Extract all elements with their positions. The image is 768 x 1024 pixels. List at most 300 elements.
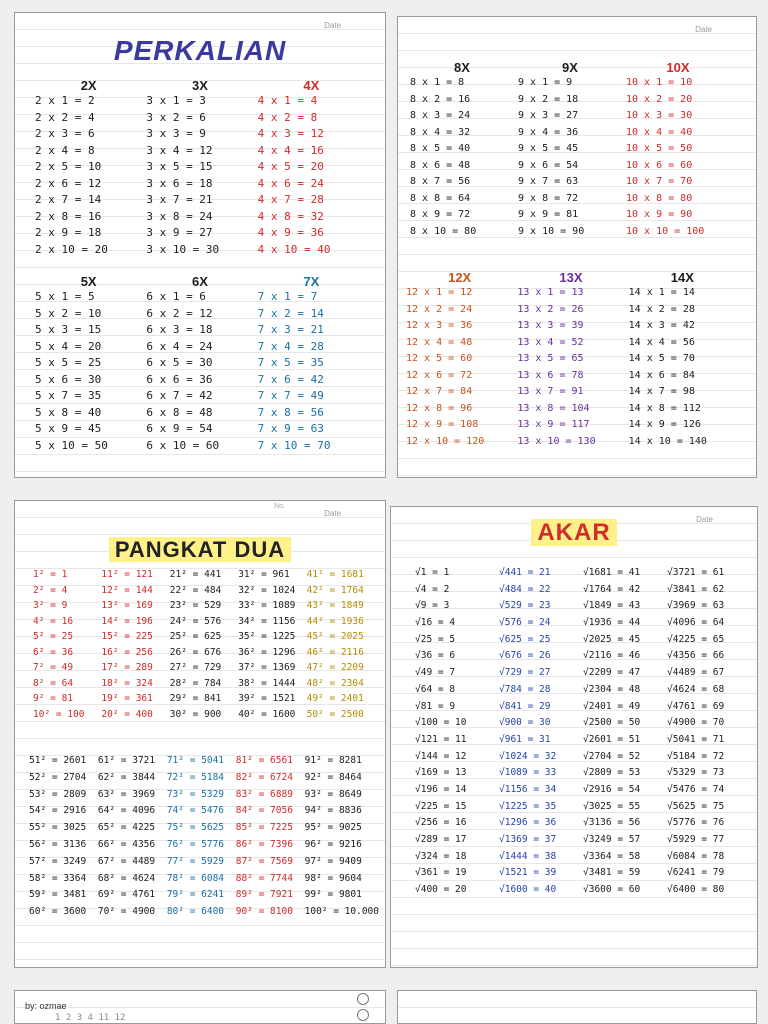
equation-row: 14 x 4 = 56 <box>628 336 695 348</box>
table-column <box>236 753 303 921</box>
equation-row: 14 x 7 = 98 <box>628 386 695 397</box>
equation-row: 5 x 1 = 5 <box>35 290 95 303</box>
equation-row: √1600 = 40 <box>499 884 557 896</box>
equation-row: √1024 = 32 <box>499 750 557 762</box>
equation-row: 12² = 144 <box>101 584 153 596</box>
equation-row: √1936 = 44 <box>583 617 641 629</box>
equation-row: 14 x 3 = 42 <box>628 320 695 331</box>
equation-row: √49 = 7 <box>415 667 456 679</box>
table-column <box>167 753 234 921</box>
equation-row: 10 x 3 = 30 <box>626 110 693 121</box>
equation-row: 85² = 7225 <box>235 822 293 834</box>
equation-row: 13 x 5 = 65 <box>517 353 584 364</box>
equation-row: √169 = 13 <box>415 767 467 779</box>
equation-row: √225 = 15 <box>415 800 467 812</box>
equation-row: 60² = 3600 <box>29 906 87 918</box>
equation-row: √1225 = 35 <box>499 800 557 812</box>
equation-row: 10 x 4 = 40 <box>626 126 693 138</box>
equation-row: 57² = 3249 <box>29 855 87 867</box>
table-column <box>518 61 622 240</box>
equation-row: 12 x 5 = 60 <box>406 353 473 364</box>
partial-page-bottom-right <box>397 990 757 1024</box>
equation-row: √784 = 28 <box>499 683 551 695</box>
column-header: 10X <box>666 60 690 75</box>
equation-row: 30² = 900 <box>169 708 222 720</box>
page-title <box>391 519 757 547</box>
page-title: PERKALIAN <box>113 35 287 66</box>
equation-row: √2809 = 53 <box>583 767 641 779</box>
equation-row: √625 = 25 <box>499 633 551 645</box>
column-header: 6X <box>192 274 208 289</box>
equation-row: 55² = 3025 <box>29 822 87 834</box>
equation-row: √400 = 20 <box>415 884 467 896</box>
equation-row: 7 x 1 = 7 <box>257 290 318 303</box>
equation-row: 4 x 6 = 24 <box>257 176 324 190</box>
table-column <box>35 79 142 258</box>
equation-row: 2 x 8 = 16 <box>35 209 102 223</box>
table-column <box>146 275 253 454</box>
table-group <box>410 61 730 240</box>
equation-row: 36² = 1296 <box>238 646 296 658</box>
equation-row: 10 x 8 = 80 <box>626 192 693 204</box>
equation-row: 3 x 9 = 27 <box>146 226 213 239</box>
table-column <box>238 567 304 722</box>
equation-row: 27² = 729 <box>169 662 222 673</box>
equation-row: 6 x 6 = 36 <box>146 372 213 386</box>
equation-row: 61² = 3721 <box>97 755 156 766</box>
equation-row: √5329 = 73 <box>667 767 725 779</box>
equation-row: 31² = 961 <box>238 569 290 580</box>
equation-row: 13 x 6 = 78 <box>517 369 584 381</box>
equation-row: 4 x 5 = 20 <box>257 160 324 173</box>
equation-row: 10 x 2 = 20 <box>626 93 693 105</box>
equation-row: 3 x 3 = 9 <box>146 127 206 140</box>
equation-row: 58² = 3364 <box>29 872 87 884</box>
equation-row: 63² = 3969 <box>97 788 156 800</box>
equation-row: 47² = 2209 <box>306 662 364 673</box>
equation-row: √196 = 14 <box>415 783 467 795</box>
equation-row: 37² = 1369 <box>238 662 296 673</box>
equation-row: 98² = 9604 <box>304 872 362 884</box>
equation-row: 44² = 1936 <box>306 615 364 627</box>
equation-row: √2025 = 45 <box>583 633 641 645</box>
equation-row: √3600 = 60 <box>583 884 641 896</box>
equation-row: √729 = 27 <box>499 667 551 679</box>
equation-row: √1444 = 38 <box>499 850 557 862</box>
equation-row: 4 x 1 = 4 <box>257 94 318 107</box>
equation-row: 6 x 9 = 54 <box>146 422 213 435</box>
equation-row: 6 x 2 = 12 <box>146 306 213 320</box>
equation-row: √2401 = 49 <box>583 700 641 712</box>
equation-row: 80² = 6400 <box>166 906 225 918</box>
equation-row: 70² = 4900 <box>97 906 156 918</box>
equation-row: 43² = 1849 <box>306 600 364 611</box>
equation-row: 6 x 10 = 60 <box>146 438 220 452</box>
equation-row: 6 x 1 = 6 <box>146 290 206 303</box>
equation-row: 6 x 7 = 42 <box>146 389 213 402</box>
equation-row: 79² = 6241 <box>166 889 225 901</box>
equation-row: √2500 = 50 <box>583 717 641 729</box>
equation-row: 74² = 5476 <box>166 805 225 817</box>
equation-row: 54² = 2916 <box>29 805 87 817</box>
equation-row: 6 x 3 = 18 <box>146 323 213 336</box>
equation-row: √3364 = 58 <box>583 850 641 862</box>
equation-row: 3 x 10 = 30 <box>146 242 220 256</box>
equation-row: 2 x 2 = 4 <box>35 110 95 124</box>
equation-row: 13 x 3 = 39 <box>517 320 584 331</box>
equation-row: √2116 = 46 <box>583 650 641 662</box>
equation-row: 2 x 6 = 12 <box>35 176 102 190</box>
partial-page-bottom-left <box>14 990 386 1024</box>
equation-row: √144 = 12 <box>415 750 467 762</box>
equation-row: 8 x 4 = 32 <box>410 126 471 138</box>
equation-row: 2 x 9 = 18 <box>35 226 102 239</box>
equation-row: 13 x 4 = 52 <box>517 336 584 348</box>
equation-row: 83² = 6889 <box>235 788 293 800</box>
equation-row: √1764 = 42 <box>583 583 641 595</box>
equation-row: 95² = 9025 <box>304 822 362 834</box>
equation-row: 29² = 841 <box>169 693 222 704</box>
equation-row: 32² = 1024 <box>238 584 296 596</box>
equation-row: 12 x 1 = 12 <box>406 287 473 298</box>
page-title <box>15 537 385 563</box>
equation-row: 13 x 7 = 91 <box>517 386 584 397</box>
equation-row: 12 x 6 = 72 <box>406 369 473 381</box>
column-header: 8X <box>454 60 470 75</box>
equation-row: 14² = 196 <box>101 615 153 627</box>
equation-row: 10 x 6 = 60 <box>626 159 693 171</box>
equation-row: √1521 = 39 <box>499 867 557 879</box>
equation-row: 2 x 3 = 6 <box>35 127 95 140</box>
table-column <box>170 567 236 722</box>
equation-row: 12 x 2 = 24 <box>406 303 473 315</box>
equation-row: 82² = 6724 <box>235 771 293 783</box>
equation-row: 89² = 7921 <box>235 889 293 901</box>
equation-row: 3² = 9 <box>33 600 68 611</box>
equation-row: √1089 = 33 <box>499 767 557 779</box>
equation-row: 10 x 9 = 90 <box>626 209 693 220</box>
equation-row: 9 x 7 = 63 <box>518 176 579 187</box>
equation-row: 7 x 3 = 21 <box>257 323 324 336</box>
date-label: Date <box>324 21 341 30</box>
table-group <box>406 271 736 450</box>
table-column <box>29 753 96 921</box>
equation-row: 10 x 7 = 70 <box>626 176 693 187</box>
equation-row: 16² = 256 <box>101 646 153 658</box>
equation-row: 5 x 3 = 15 <box>35 323 102 336</box>
equation-row: √5041 = 71 <box>667 733 725 745</box>
equation-row: √1296 = 36 <box>499 817 557 829</box>
date-label: Date <box>695 25 712 34</box>
equation-row: √4900 = 70 <box>667 717 725 729</box>
equation-row: 20² = 400 <box>101 708 153 720</box>
equation-row: 84² = 7056 <box>235 805 293 817</box>
equation-row: 2 x 7 = 14 <box>35 193 102 206</box>
equation-row: 7 x 8 = 56 <box>257 405 324 419</box>
date-label: Date <box>324 509 341 518</box>
equation-row: √36 = 6 <box>415 650 456 662</box>
equation-row: 53² = 2809 <box>29 788 87 800</box>
column-header: 4X <box>303 78 320 93</box>
equation-row: 5 x 2 = 10 <box>35 306 102 320</box>
table-group <box>29 753 379 921</box>
equation-row: 13 x 2 = 26 <box>517 303 584 315</box>
equation-row: 3 x 8 = 24 <box>146 209 213 223</box>
equation-row: √5184 = 72 <box>667 750 725 762</box>
column-header: 13X <box>559 270 583 285</box>
table-group <box>35 79 365 258</box>
table-column <box>667 565 749 899</box>
column-header: 5X <box>80 274 97 289</box>
table-column <box>583 565 665 899</box>
equation-row: √4489 = 67 <box>667 667 725 679</box>
equation-row: √6084 = 78 <box>667 850 725 862</box>
equation-row: 38² = 1444 <box>238 677 296 689</box>
equation-row: √4225 = 65 <box>667 633 725 645</box>
equation-row: 8 x 8 = 64 <box>410 192 471 204</box>
table-group <box>35 275 365 454</box>
equation-row: 50² = 2500 <box>306 708 364 720</box>
equation-row: √16 = 4 <box>415 617 456 629</box>
equation-row: 78² = 6084 <box>166 872 225 884</box>
equation-row: 2 x 5 = 10 <box>35 160 102 173</box>
equation-row: 41² = 1681 <box>306 569 364 580</box>
equation-row: 9 x 9 = 81 <box>518 209 579 220</box>
equation-row: √961 = 31 <box>499 733 551 745</box>
equation-row: 34² = 1156 <box>238 615 296 627</box>
pangkat-dua-page <box>14 500 386 968</box>
table-column <box>33 567 99 722</box>
perkalian-page-2 <box>397 16 757 478</box>
equation-row: 65² = 4225 <box>97 822 156 834</box>
equation-row: √25 = 5 <box>415 633 456 645</box>
equation-row: 46² = 2116 <box>306 646 364 658</box>
equation-row: 5 x 8 = 40 <box>35 405 102 419</box>
equation-row: 48² = 2304 <box>306 677 364 689</box>
equation-row: 9 x 10 = 90 <box>518 225 585 237</box>
equation-row: 42² = 1764 <box>306 584 364 596</box>
equation-row: 12 x 9 = 108 <box>406 419 479 430</box>
equation-row: 4 x 2 = 8 <box>257 110 318 124</box>
equation-row: 11² = 121 <box>101 569 153 580</box>
column-header: 14X <box>670 270 694 285</box>
table-column <box>410 61 514 240</box>
equation-row: 4 x 9 = 36 <box>257 226 324 239</box>
equation-row: 5 x 5 = 25 <box>35 356 102 369</box>
equation-row: 93² = 8649 <box>304 788 362 800</box>
equation-row: 9 x 2 = 18 <box>518 93 579 105</box>
equation-row: 14 x 5 = 70 <box>628 353 695 364</box>
equation-row: 59² = 3481 <box>29 889 87 901</box>
equation-row: 56² = 3136 <box>29 838 87 850</box>
equation-row: 15² = 225 <box>101 631 153 642</box>
equation-row: 1² = 1 <box>33 569 68 580</box>
equation-row: 21² = 441 <box>169 569 222 580</box>
equation-row: 94² = 8836 <box>304 805 362 817</box>
equation-row: 9² = 81 <box>33 693 74 704</box>
equation-row: 6 x 8 = 48 <box>146 405 213 419</box>
equation-row: 6 x 4 = 24 <box>146 339 213 353</box>
table-column <box>415 565 497 899</box>
equation-row: √4096 = 64 <box>667 617 725 629</box>
no-label: No. <box>274 503 285 510</box>
equation-row: 5 x 6 = 30 <box>35 372 102 386</box>
equation-row: 5 x 9 = 45 <box>35 422 102 435</box>
equation-row: 68² = 4624 <box>97 872 156 884</box>
column-header: 7X <box>303 274 320 289</box>
equation-row: √4761 = 69 <box>667 700 725 712</box>
equation-row: 12 x 3 = 36 <box>406 320 473 331</box>
equation-row: 81² = 6561 <box>235 755 293 766</box>
equation-row: 14 x 8 = 112 <box>628 402 701 414</box>
equation-row: √1681 = 41 <box>583 567 641 578</box>
table-group <box>33 567 373 722</box>
equation-row: √1156 = 34 <box>499 783 557 795</box>
equation-row: √5776 = 76 <box>667 817 725 829</box>
equation-row: 6² = 36 <box>33 646 74 658</box>
equation-row: 9 x 3 = 27 <box>518 110 579 121</box>
equation-row: 7² = 49 <box>33 662 74 673</box>
equation-row: 3 x 4 = 12 <box>146 143 213 157</box>
page-title-text: AKAR <box>531 519 616 546</box>
equation-row: 12 x 10 = 120 <box>406 435 485 447</box>
equation-row: 3 x 2 = 6 <box>146 110 206 124</box>
table-column <box>258 79 365 258</box>
equation-row: √2916 = 54 <box>583 783 641 795</box>
equation-row: 2 x 10 = 20 <box>35 242 108 256</box>
equation-row: √2704 = 52 <box>583 750 641 762</box>
equation-row: 9 x 5 = 45 <box>518 143 579 154</box>
equation-row: 2 x 1 = 2 <box>35 94 95 107</box>
equation-row: √4 = 2 <box>415 583 450 595</box>
equation-row: 8 x 2 = 16 <box>410 93 471 105</box>
equation-row: 97² = 9409 <box>304 855 362 867</box>
author-byline: by: ozmae <box>25 1001 67 1011</box>
faint-scribble: 1 2 3 4 11 12 <box>55 1013 126 1023</box>
equation-row: 22² = 484 <box>169 584 222 596</box>
equation-row: 14 x 10 = 140 <box>628 435 707 447</box>
equation-row: 64² = 4096 <box>97 805 156 817</box>
table-column <box>35 275 142 454</box>
equation-row: 14 x 1 = 14 <box>628 287 695 298</box>
equation-row: 8 x 5 = 40 <box>410 143 471 154</box>
equation-row: 4 x 4 = 16 <box>257 143 324 157</box>
akar-page <box>390 506 758 968</box>
equation-row: 2 x 4 = 8 <box>35 143 95 157</box>
equation-row: 14 x 9 = 126 <box>628 419 701 430</box>
equation-row: 7 x 2 = 14 <box>257 306 324 320</box>
equation-row: 10 x 10 = 100 <box>626 225 705 237</box>
table-column <box>101 567 167 722</box>
equation-row: √3481 = 59 <box>583 867 641 879</box>
equation-row: 24² = 576 <box>169 615 222 627</box>
equation-row: √361 = 19 <box>415 867 467 879</box>
equation-row: 45² = 2025 <box>306 631 364 642</box>
equation-row: 8 x 10 = 80 <box>410 225 477 237</box>
equation-row: 23² = 529 <box>169 600 222 611</box>
equation-row: 62² = 3844 <box>97 771 156 783</box>
table-column <box>406 271 513 450</box>
equation-row: √4624 = 68 <box>667 683 725 695</box>
equation-row: √4356 = 66 <box>667 650 725 662</box>
equation-row: √121 = 11 <box>415 733 467 745</box>
equation-row: 52² = 2704 <box>29 771 87 783</box>
equation-row: 100² = 10.000 <box>304 906 379 918</box>
equation-row: 18² = 324 <box>101 677 153 689</box>
perkalian-page-1 <box>14 12 386 478</box>
equation-row: √5625 = 75 <box>667 800 725 812</box>
equation-row: 86² = 7396 <box>235 838 293 850</box>
equation-row: 90² = 8100 <box>235 906 293 918</box>
equation-row: √3025 = 55 <box>583 800 641 812</box>
equation-row: 76² = 5776 <box>166 838 225 850</box>
equation-row: √529 = 23 <box>499 600 551 612</box>
equation-row: 26² = 676 <box>169 646 222 658</box>
column-header: 2X <box>80 78 97 93</box>
equation-row: 14 x 2 = 28 <box>628 303 695 315</box>
table-column <box>629 271 736 450</box>
equation-row: 96² = 9216 <box>304 838 362 850</box>
equation-row: √676 = 26 <box>499 650 551 662</box>
equation-row: √9 = 3 <box>415 600 450 612</box>
equation-row: √5476 = 74 <box>667 783 725 795</box>
equation-row: 3 x 1 = 3 <box>146 94 206 107</box>
equation-row: 13 x 1 = 13 <box>517 287 584 298</box>
equation-row: 3 x 5 = 15 <box>146 160 213 173</box>
equation-row: √5929 = 77 <box>667 834 725 845</box>
table-column <box>626 61 730 240</box>
equation-row: 7 x 6 = 42 <box>257 372 324 386</box>
equation-row: 7 x 5 = 35 <box>257 356 324 369</box>
equation-row: 10² = 100 <box>33 708 85 720</box>
equation-row: 9 x 1 = 9 <box>518 77 573 88</box>
table-column <box>146 79 253 258</box>
equation-row: 14 x 6 = 84 <box>628 369 695 381</box>
equation-row: 75² = 5625 <box>166 822 225 834</box>
equation-row: 12 x 4 = 48 <box>406 336 473 348</box>
equation-row: 73² = 5329 <box>166 788 225 800</box>
equation-row: √64 = 8 <box>415 683 456 695</box>
equation-row: 87² = 7569 <box>235 855 293 867</box>
equation-row: 28² = 784 <box>169 677 222 689</box>
equation-row: √100 = 10 <box>415 717 467 729</box>
equation-row: 4 x 7 = 28 <box>257 193 324 206</box>
page-title-text: PANGKAT DUA <box>109 537 291 562</box>
table-column <box>98 753 165 921</box>
equation-row: 66² = 4356 <box>97 838 156 850</box>
table-group <box>415 565 749 899</box>
equation-row: √1369 = 37 <box>499 834 557 845</box>
equation-row: √6241 = 79 <box>667 867 725 879</box>
equation-row: 7 x 10 = 70 <box>257 438 331 452</box>
equation-row: 3 x 6 = 18 <box>146 176 213 190</box>
equation-row: 9 x 4 = 36 <box>518 126 579 138</box>
equation-row: √441 = 21 <box>499 567 551 578</box>
equation-row: √1849 = 43 <box>583 600 641 612</box>
column-header: 3X <box>192 78 208 93</box>
table-column <box>499 565 581 899</box>
equation-row: 2² = 4 <box>33 584 68 596</box>
equation-row: 13 x 10 = 130 <box>517 435 596 447</box>
equation-row: 39² = 1521 <box>238 693 296 704</box>
table-column <box>307 567 373 722</box>
equation-row: 25² = 625 <box>169 631 222 642</box>
equation-row: √2601 = 51 <box>583 733 641 745</box>
equation-row: 19² = 361 <box>101 693 153 704</box>
equation-row: 91² = 8281 <box>304 755 362 766</box>
date-label: Date <box>696 515 713 524</box>
equation-row: 5² = 25 <box>33 631 74 642</box>
